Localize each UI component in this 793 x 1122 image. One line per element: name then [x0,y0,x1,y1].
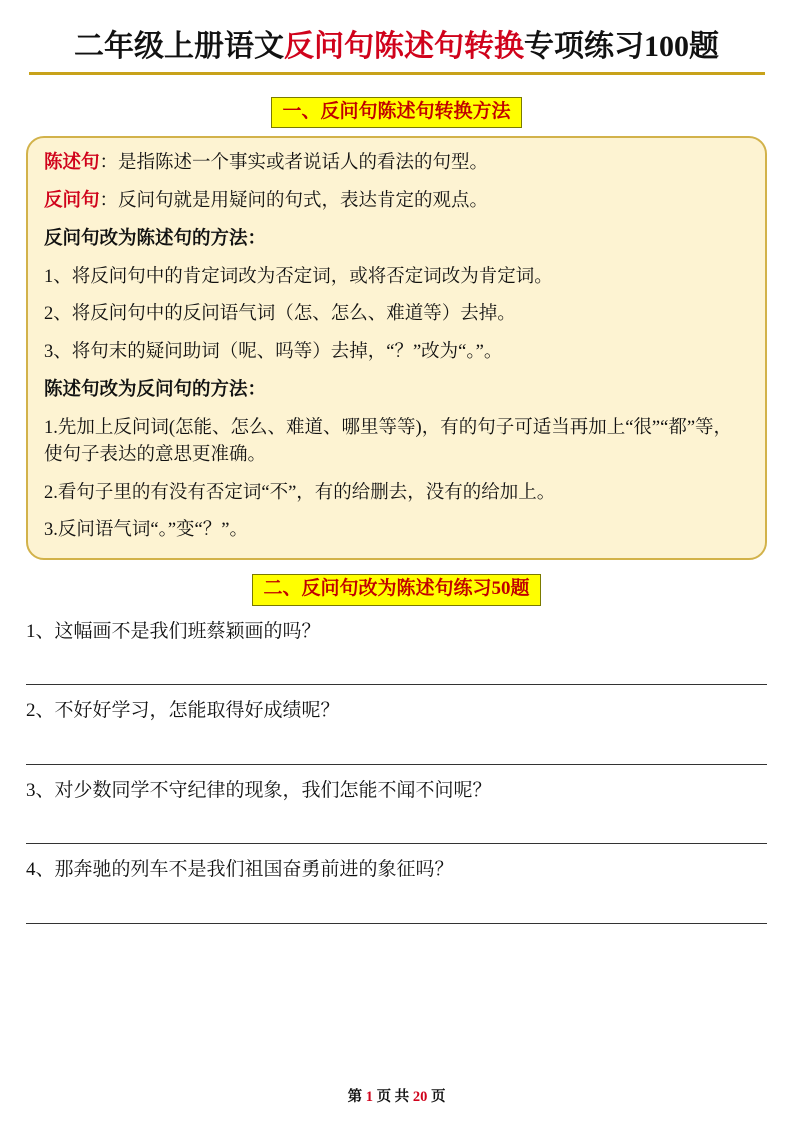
answer-line[interactable] [26,889,767,924]
section-1-heading-label: 一、反问句陈述句转换方法 [271,97,521,129]
section-2-heading-label: 二、反问句改为陈述句练习50题 [252,574,540,606]
definition-rhetorical-sentence [44,188,749,215]
title-part-3: 专项练习100题 [524,30,719,63]
page-footer [0,1085,793,1106]
list-item: 1、这幅画不是我们班蔡颖画的吗？ [26,620,321,642]
title-text [26,28,767,66]
footer-middle: 页 共 [376,1089,410,1105]
answer-line[interactable] [26,809,767,844]
section-2-heading [26,574,767,606]
section-1-heading [26,97,767,129]
definition-statement-label: 陈述句 [44,153,100,174]
method-a-title: 反问句改为陈述句的方法： [44,228,267,249]
list-item: 3、对少数同学不守纪律的现象，我们怎能不闻不问呢？ [26,779,492,801]
footer-total-pages: 20 [412,1089,428,1105]
definition-statement-text: ：是指陈述一个事实或者说话人的看法的句型。 [99,153,489,174]
title-part-1: 二年级上册语文 [74,30,284,63]
method-b-item-2: 2.看句子里的有没有否定词“不”，有的给删去，没有的给加上。 [44,482,556,503]
practice-list [26,618,767,924]
method-b-item-3: 3.反问语气词“。”变“？”。 [44,520,248,541]
definition-rhetorical-label: 反问句 [44,191,100,211]
definition-statement-sentence [44,150,749,177]
method-box [26,136,767,560]
method-a-item-3: 3、将句末的疑问助词（呢、吗等）去掉，“？”改为“。”。 [44,342,503,363]
footer-suffix: 页 [430,1089,446,1105]
list-item: 2、不好好学习，怎能取得好成绩呢？ [26,700,340,722]
answer-line[interactable] [26,730,767,765]
method-a-item-2: 2、将反问句中的反问语气词（怎、怎么、难道等）去掉。 [44,304,516,325]
answer-line[interactable] [26,650,767,685]
title-part-2-highlight: 反问句陈述句转换 [284,30,524,63]
method-b-title: 陈述句改为反问句的方法： [44,380,267,401]
definition-rhetorical-text: ：反问句就是用疑问的句式，表达肯定的观点。 [99,191,489,211]
method-b-item-1: 1.先加上反问词(怎能、怎么、难道、哪里等等)，有的句子可适当再加上“很”“都”等，使句子表达的意思更准确。 [44,417,733,465]
footer-prefix: 第 [347,1089,363,1105]
method-a-item-1: 1、将反问句中的肯定词改为否定词，或将否定词改为肯定词。 [44,266,553,287]
list-item: 4、那奔驰的列车不是我们祖国奋勇前进的象征吗？ [26,859,454,881]
title-divider [29,72,765,75]
footer-page-number: 1 [365,1089,373,1105]
page-title [26,28,767,83]
